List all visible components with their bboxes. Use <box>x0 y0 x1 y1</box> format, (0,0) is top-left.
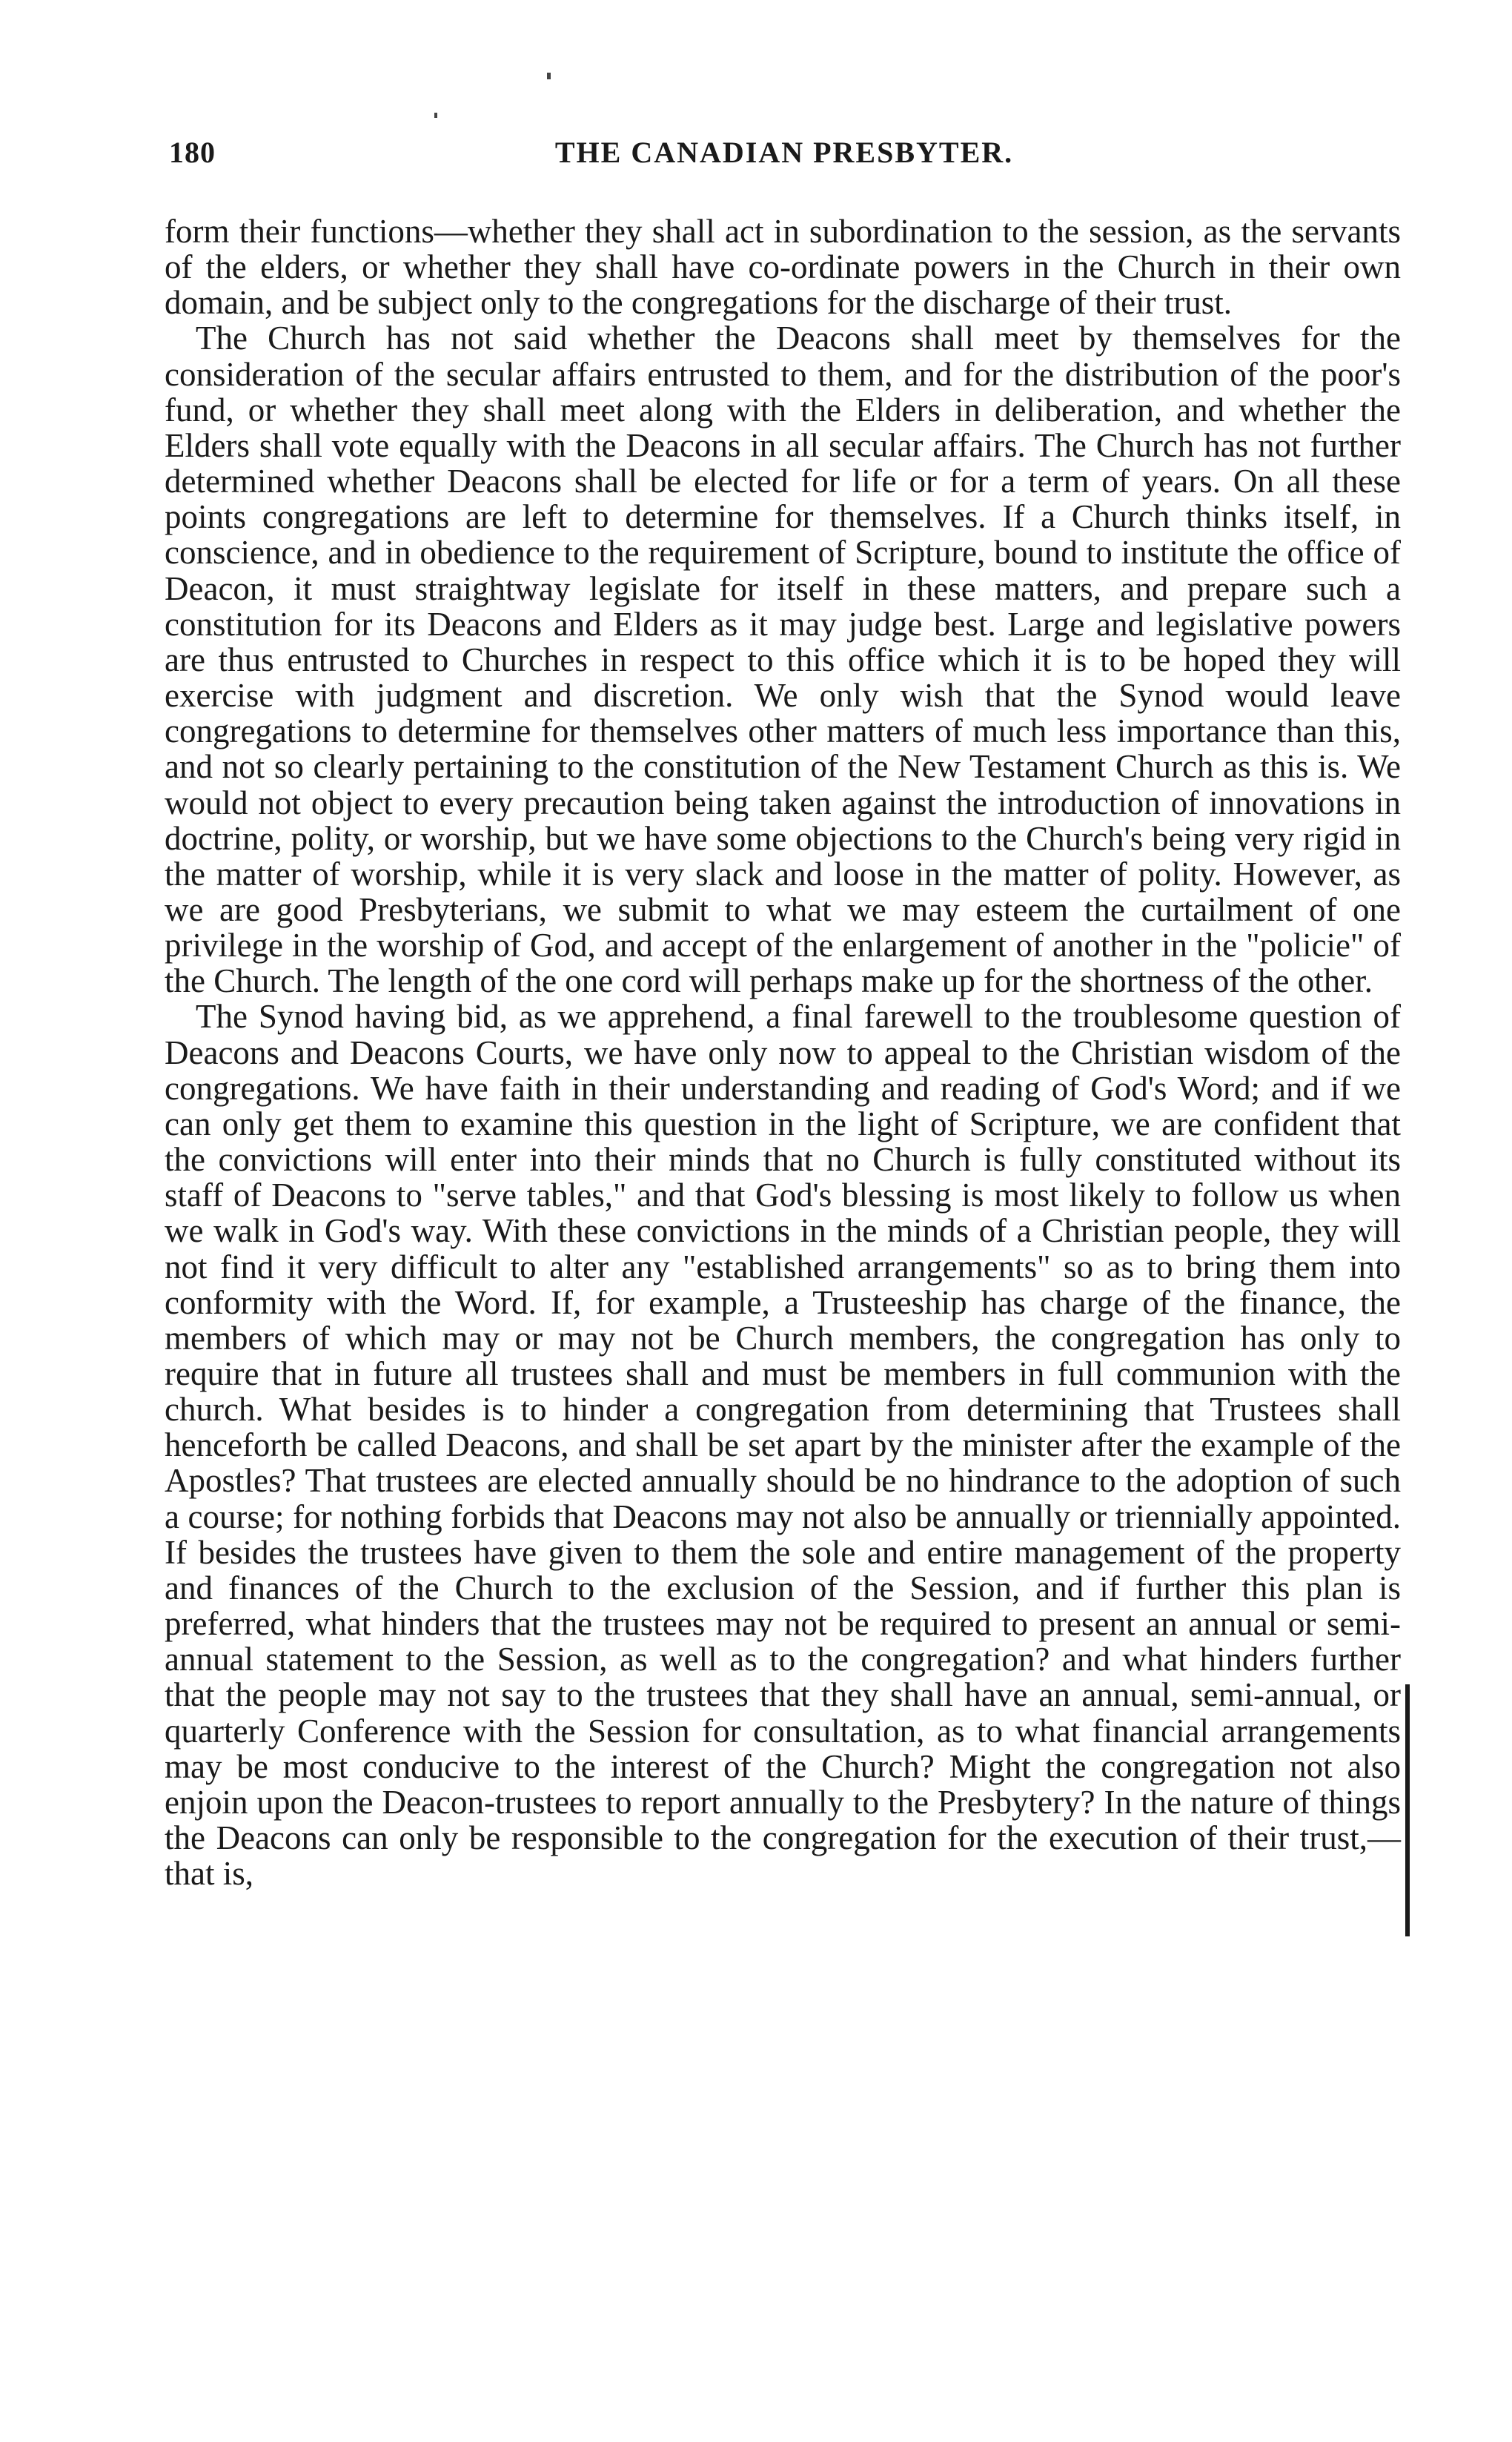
ink-speck <box>547 73 551 79</box>
margin-rule <box>1405 1684 1410 1936</box>
page-header <box>169 135 1399 179</box>
paragraph: The Synod having bid, as we apprehend, a final farewell to the troublesome question of Deacons and Deacons Courts, we have only now to appeal to the Christian wisdom of the congregations. We have faith in their understanding and reading of God's Word; and if we can only get them to examine this question in the light of Scripture, we are confident that the convictions will enter into their minds that no Church is fully constituted without its staff of Deacons to "serve tables," and that God's blessing is most likely to follow us when we walk in God's way. With these convictions in the minds of a Christian people, they will not find it very difficult to alter any "established arrangements" so as to bring them into conformity with the Word. If, for example, a Trusteeship has charge of the finance, the members of which may or may not be Church members, the congregation has only to require that in future all trustees shall and must be members in full communion with the church. What besides is to hinder a congregation from determining that Trustees shall henceforth be called Deacons, and shall be set apart by the minister after the example of the Apostles? That trustees are elected annually should be no hindrance to the adoption of such a course; for nothing forbids that Deacons may not also be annually or triennially appointed. If besides the trustees have given to them the sole and entire management of the property and finances of the Church to the exclusion of the Session, and if further this plan is preferred, what hinders that the trustees may not be required to present an annual or semi-annual statement to the Session, as well as to the congregation? and what hinders further that the people may not say to the trustees that they shall have an annual, semi-annual, or quarterly Conference with the Session for consultation, as to what financial arrangements may be most conducive to the interest of the Church? Might the congregation not also enjoin upon the Deacon-trustees to report annually to the Presbytery? In the nature of things the Deacons can only be responsible to the congregation for the execution of their trust,—that is, <box>165 998 1401 1893</box>
article-body <box>165 214 1401 1891</box>
paragraph: form their functions—whether they shall act in subordination to the session, as the servants of the elders, or whether they shall have co-ordinate powers in the Church in their own domain, and be subject only to the congregations for the discharge of their trust. <box>165 213 1401 322</box>
paragraph: The Church has not said whether the Deacons shall meet by themselves for the consideration of the secular affairs entrusted to them, and for the distribution of the poor's fund, or whether they shall meet along with the Elders in deliberation, and whether the Elders shall vote equally with the Deacons in all secular affairs. The Church has not further determined whether Deacons shall be elected for life or for a term of years. On all these points congregations are left to determine for themselves. If a Church thinks itself, in conscience, and in obedience to the requirement of Scripture, bound to institute the office of Deacon, it must straightway legislate for itself in these matters, and prepare such a constitution for its Deacons and Elders as it may judge best. Large and legislative powers are thus entrusted to Churches in respect to this office which it is to be hoped they will exercise with judgment and discretion. We only wish that the Synod would leave congregations to determine for themselves other matters of much less importance than this, and not so clearly pertaining to the constitution of the New Testament Church as this is. We would not object to every precaution being taken against the introduction of innovations in doctrine, polity, or worship, but we have some objections to the Church's being very rigid in the matter of worship, while it is very slack and loose in the matter of polity. However, as we are good Presbyterians, we submit to what we may esteem the curtailment of one privilege in the worship of God, and accept of the enlargement of another in the "policie" of the Church. The length of the one cord will perhaps make up for the shortness of the other. <box>165 320 1401 1000</box>
page-number: 180 <box>169 136 216 169</box>
ink-speck <box>434 113 437 118</box>
running-head: THE CANADIAN PRESBYTER. <box>554 136 1014 169</box>
